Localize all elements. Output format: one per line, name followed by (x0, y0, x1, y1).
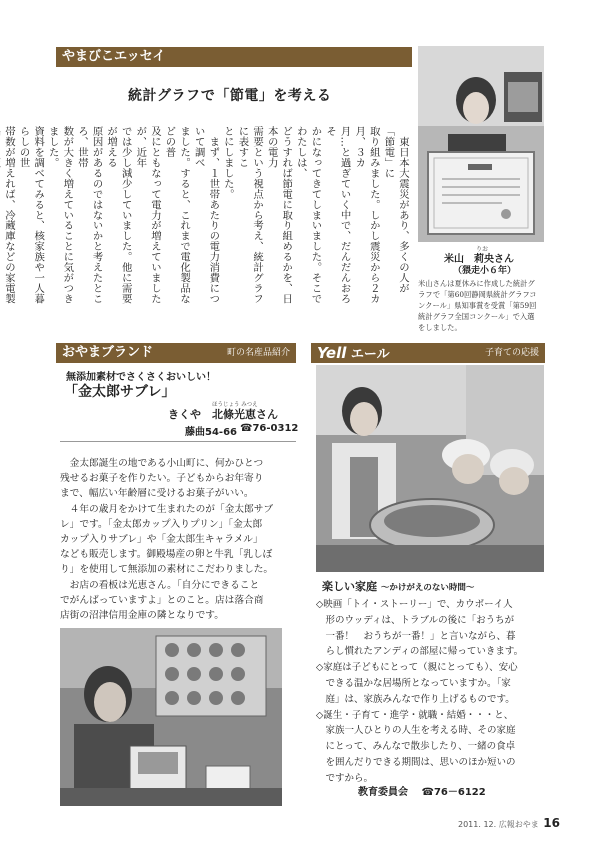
caption-line: ンクール」県知事賞を受賞「第59回 (418, 301, 537, 310)
brand-body (60, 456, 300, 623)
yell-section-title: エール (350, 347, 390, 362)
essay-column: かになってきてしまいました。そこでわたしは、 (294, 126, 322, 304)
yell-section-subtitle: 子育ての応援 (484, 348, 539, 358)
yell-bullet-line: 庭」は、家族みんなで作り上げるものです。 (316, 693, 515, 705)
brand-section-header (56, 343, 296, 363)
essay-column: 需要という視点から考え、統計グラフに表すこ (236, 126, 264, 304)
footer-issue: 2011. 12. 広報おやま (458, 820, 539, 829)
page-number: 16 (543, 816, 560, 830)
yell-bullet-line: ですから。 (316, 772, 374, 784)
yell-bullet-line: できる温かな居場所となっていますか。「家 (316, 677, 511, 689)
essay-headline: 統計グラフで「節電」を考える (128, 88, 332, 104)
essay-author-photo (418, 46, 544, 242)
caption-line: 統計グラフ全国コンクール」で入選 (418, 312, 535, 321)
essay-column: では少し減少していました。他に需要が増える (105, 126, 132, 304)
brand-body-line: 店街の沼津信用金庫の隣となりです。 (60, 610, 224, 622)
essay-column: 原因があるのではないかと考えたところ、世帯 (75, 126, 103, 304)
essay-column: とにしました。 (221, 126, 234, 200)
phone-icon: ☎ (240, 423, 253, 434)
essay-author-grade: （猥走小６年） (453, 266, 517, 276)
brand-section-subtitle: 町の名産品紹介 (226, 348, 290, 358)
brand-body-line: カップ入りサブレ」や「金太郎生キャラメル」 (60, 534, 263, 546)
brand-body-line: まで、幅広い年齢層に受けるお菓子がいい。 (60, 488, 254, 500)
yell-bullet-line: 形のウッディは、トラブルの後に「おうちが (316, 614, 515, 626)
essay-column: 月…と過ぎていく中で、だんだんおろそ (324, 126, 351, 304)
yell-bullet-line: にとって、みんなで散歩したり、一緒の食卓 (316, 741, 516, 753)
yell-caption-line (322, 578, 474, 594)
essay-column: まず、１世帯あたりの電力消費について調べ (192, 126, 220, 304)
yell-bullet (316, 597, 548, 660)
caption-line: 米山さんは夏休みに作成した統計グ (418, 279, 535, 288)
yell-photo (316, 365, 544, 572)
yell-contact-name: 教育委員会 (358, 787, 408, 798)
brand-shop-ruby: ほうじょう みつえ (212, 402, 258, 408)
essay-column: 数が大きく増えていることに気がつきました。 (46, 126, 74, 304)
brand-phone-number: 76-0312 (252, 423, 299, 434)
yell-section-header (311, 343, 545, 363)
brand-phone (240, 423, 298, 434)
essay-section-header (56, 47, 412, 67)
shop-owner-with-products-image (60, 628, 282, 806)
brand-photo (60, 628, 282, 806)
yell-bullet (316, 660, 548, 707)
essay-author-ruby: りお (476, 246, 489, 253)
brand-body-line: なども販売します。御殿場産の卵と牛乳「乳しぼ (60, 549, 273, 561)
brand-tagline: 無添加素材でさくさくおいしい！ (66, 372, 216, 383)
brand-body-line: レ」です。「金太郎カップ入りプリン」「金太郎 (60, 518, 263, 530)
yell-bullet-line: 家族一人ひとりの人生を考える時、その家庭 (316, 725, 516, 737)
caption-line: をしました。 (418, 323, 462, 332)
family-cooking-image (316, 365, 544, 572)
essay-author-name: 米山 莉央さん (444, 254, 514, 265)
yell-section-title-bold: Yell (317, 344, 347, 362)
brand-section-title: おやまブランド (62, 345, 154, 360)
yell-bullet-line: ◇誕生・子育て・進学・就職・結婚・・・と、 (316, 709, 514, 721)
yell-bullet-line: を囲んだりできる期間は、思いのほか短いの (316, 756, 516, 768)
yell-bullet-line: ◇映画「トイ・ストーリー」で、カウボーイ人 (316, 599, 513, 610)
essay-photo-caption (418, 278, 548, 333)
brand-body-line: 残せるお菓子を作りたい。子どもからお年寄り (60, 473, 264, 485)
brand-address: 藤曲54-66 (185, 427, 237, 438)
essay-column: 及にともなって電力が増えていましたが、近年 (134, 126, 161, 304)
yell-bullet-line: ◇家庭は子どもにとって（親にとっても）、安心 (316, 662, 518, 674)
yell-bullet-line: 一番！ おうちが一番！」と言いながら、暮 (316, 630, 516, 642)
essay-column: どうすれば節電に取り組めるかを、日本の電力 (265, 126, 293, 304)
yell-bullet (316, 708, 548, 787)
yell-bullet-line: らし慣れたアンディの部屋に帰っていきます。 (316, 646, 524, 658)
brand-body-line: り」を使用して無添加の素材にこだわりました。 (60, 564, 274, 576)
yell-subcaption: 〜かけがえのない時間〜 (380, 583, 475, 593)
brand-divider (60, 441, 296, 442)
brand-body-line: お店の看板は光恵さん。「自分にできること (60, 579, 260, 591)
footer (458, 816, 560, 830)
brand-body-line: でがんばっていますよ」とのこと。店は落合商 (60, 594, 264, 606)
essay-column: 帯数が増えれば、冷蔵庫などの家電製 (2, 126, 15, 304)
brand-body-line: ４年の歳月をかけて生まれたのが「金太郎サブ (60, 503, 274, 515)
caption-line: ラフで「第60回静岡県統計グラフコ (418, 290, 537, 299)
phone-icon: ☎ (421, 787, 434, 798)
essay-column: 東日本大震災があり、多くの人が「節電」に (382, 126, 409, 294)
essay-text (0, 126, 410, 308)
essay-column: ました。すると、これまで電化製品などの普 (163, 126, 191, 304)
essay-body (2, 126, 410, 308)
yell-phone-number: 76－6122 (433, 787, 486, 798)
essay-column: 資料を調べてみると、核家族や一人暮らしの世 (17, 126, 45, 304)
brand-body-line: 金太郎誕生の地である小山町に、何かひとつ (60, 458, 264, 469)
essay-column: 取り組みました。しかし震災から２カ月、３カ (353, 126, 380, 304)
brand-product-name: 「金太郎サブレ」 (64, 384, 176, 400)
yell-caption: 楽しい家庭 (322, 580, 377, 593)
brand-shop-name: きくや 北條光恵さん (168, 408, 278, 421)
girl-with-certificate-image (418, 46, 544, 242)
yell-body (316, 597, 548, 787)
yell-contact (358, 783, 486, 798)
essay-section-title: やまびこエッセイ (62, 49, 166, 64)
